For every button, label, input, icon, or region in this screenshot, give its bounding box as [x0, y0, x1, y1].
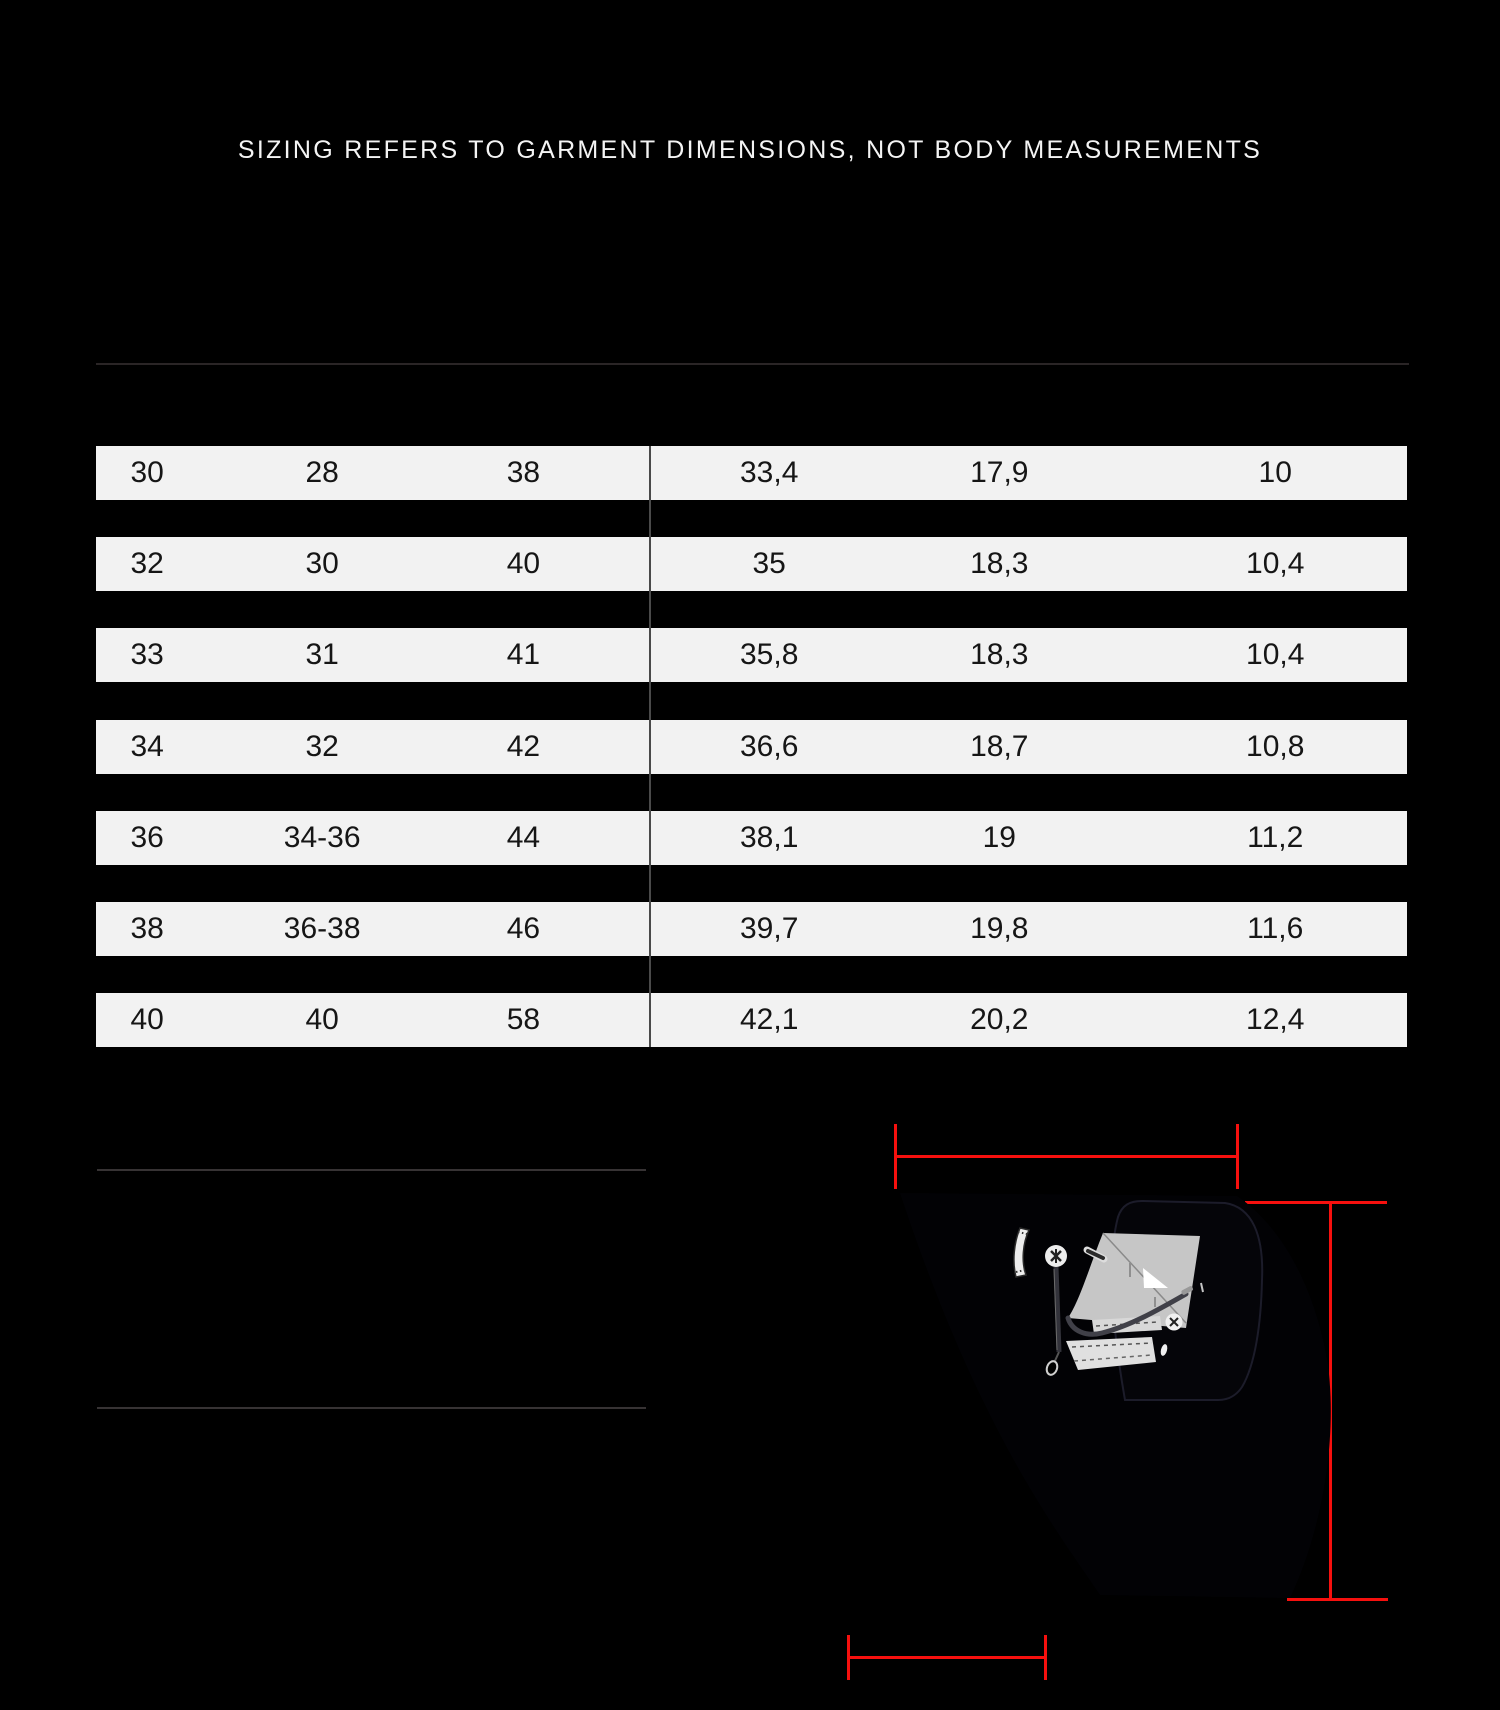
table-divider-line — [649, 446, 651, 1047]
dimension-end-tick — [1044, 1635, 1047, 1680]
table-cell: 35 — [752, 547, 786, 580]
dimension-line — [848, 1656, 1046, 1659]
table-cell: 10,4 — [1246, 638, 1305, 671]
table-cell: 32 — [305, 730, 339, 763]
table-row — [96, 720, 1407, 774]
table-cell: 10,8 — [1246, 730, 1305, 763]
table-cell: 41 — [506, 638, 541, 671]
left-divider-line-1 — [97, 1169, 646, 1171]
table-row — [96, 993, 1407, 1047]
table-row — [96, 902, 1407, 956]
table-cell: 33,4 — [739, 456, 799, 489]
table-cell: 34-36 — [283, 821, 361, 854]
table-cell: 35,8 — [739, 638, 799, 671]
dimension-end-tick — [847, 1635, 850, 1680]
left-divider-line-2 — [97, 1407, 646, 1409]
table-cell: 10 — [1258, 456, 1292, 489]
table-row — [96, 537, 1407, 591]
table-cell: 42 — [506, 730, 541, 763]
table-cell: 19 — [982, 821, 1016, 854]
table-cell: 19,8 — [970, 912, 1029, 945]
table-row — [96, 628, 1407, 682]
table-cell: 18,3 — [970, 547, 1029, 580]
table-cell: 18,7 — [970, 730, 1029, 763]
table-cell: 42,1 — [739, 1003, 799, 1036]
table-cell: 46 — [506, 912, 541, 945]
table-cell: 20,2 — [970, 1003, 1029, 1036]
table-cell: 44 — [506, 821, 541, 854]
table-top-rule — [96, 363, 1409, 365]
table-cell: 38 — [130, 912, 164, 945]
table-cell: 30 — [130, 456, 164, 489]
table-cell: 11,6 — [1247, 912, 1304, 945]
table-cell: 36,6 — [739, 730, 799, 763]
table-cell: 18,3 — [970, 638, 1029, 671]
table-cell: 12,4 — [1246, 1003, 1305, 1036]
table-cell: 11,2 — [1247, 821, 1304, 854]
table-cell: 40 — [305, 1003, 339, 1036]
table-cell: 28 — [305, 456, 339, 489]
table-cell: 38,1 — [739, 821, 799, 854]
table-cell: 32 — [130, 547, 164, 580]
dimension-end-tick — [1236, 1124, 1239, 1189]
table-cell: 30 — [305, 547, 339, 580]
table-cell: 34 — [130, 730, 164, 763]
table-cell: 40 — [130, 1003, 164, 1036]
table-row — [96, 446, 1407, 500]
table-cell: 17,9 — [970, 456, 1029, 489]
button-icon — [1166, 1314, 1183, 1331]
table-cell: 31 — [305, 638, 339, 671]
button-icon — [1045, 1245, 1067, 1267]
dimension-line — [895, 1155, 1238, 1158]
table-row — [96, 811, 1407, 865]
dimension-end-tick — [894, 1124, 897, 1189]
table-cell: 33 — [130, 638, 164, 671]
table-cell: 10,4 — [1246, 547, 1305, 580]
table-cell: 39,7 — [739, 912, 799, 945]
table-cell: 40 — [506, 547, 541, 580]
table-cell: 58 — [506, 1003, 541, 1036]
garment-illustration — [860, 1185, 1340, 1615]
page-title: SIZING REFERS TO GARMENT DIMENSIONS, NOT BODY MEASUREMENTS — [237, 136, 1263, 164]
table-cell: 36-38 — [283, 912, 361, 945]
table-cell: 38 — [506, 456, 541, 489]
table-cell: 36 — [130, 821, 164, 854]
